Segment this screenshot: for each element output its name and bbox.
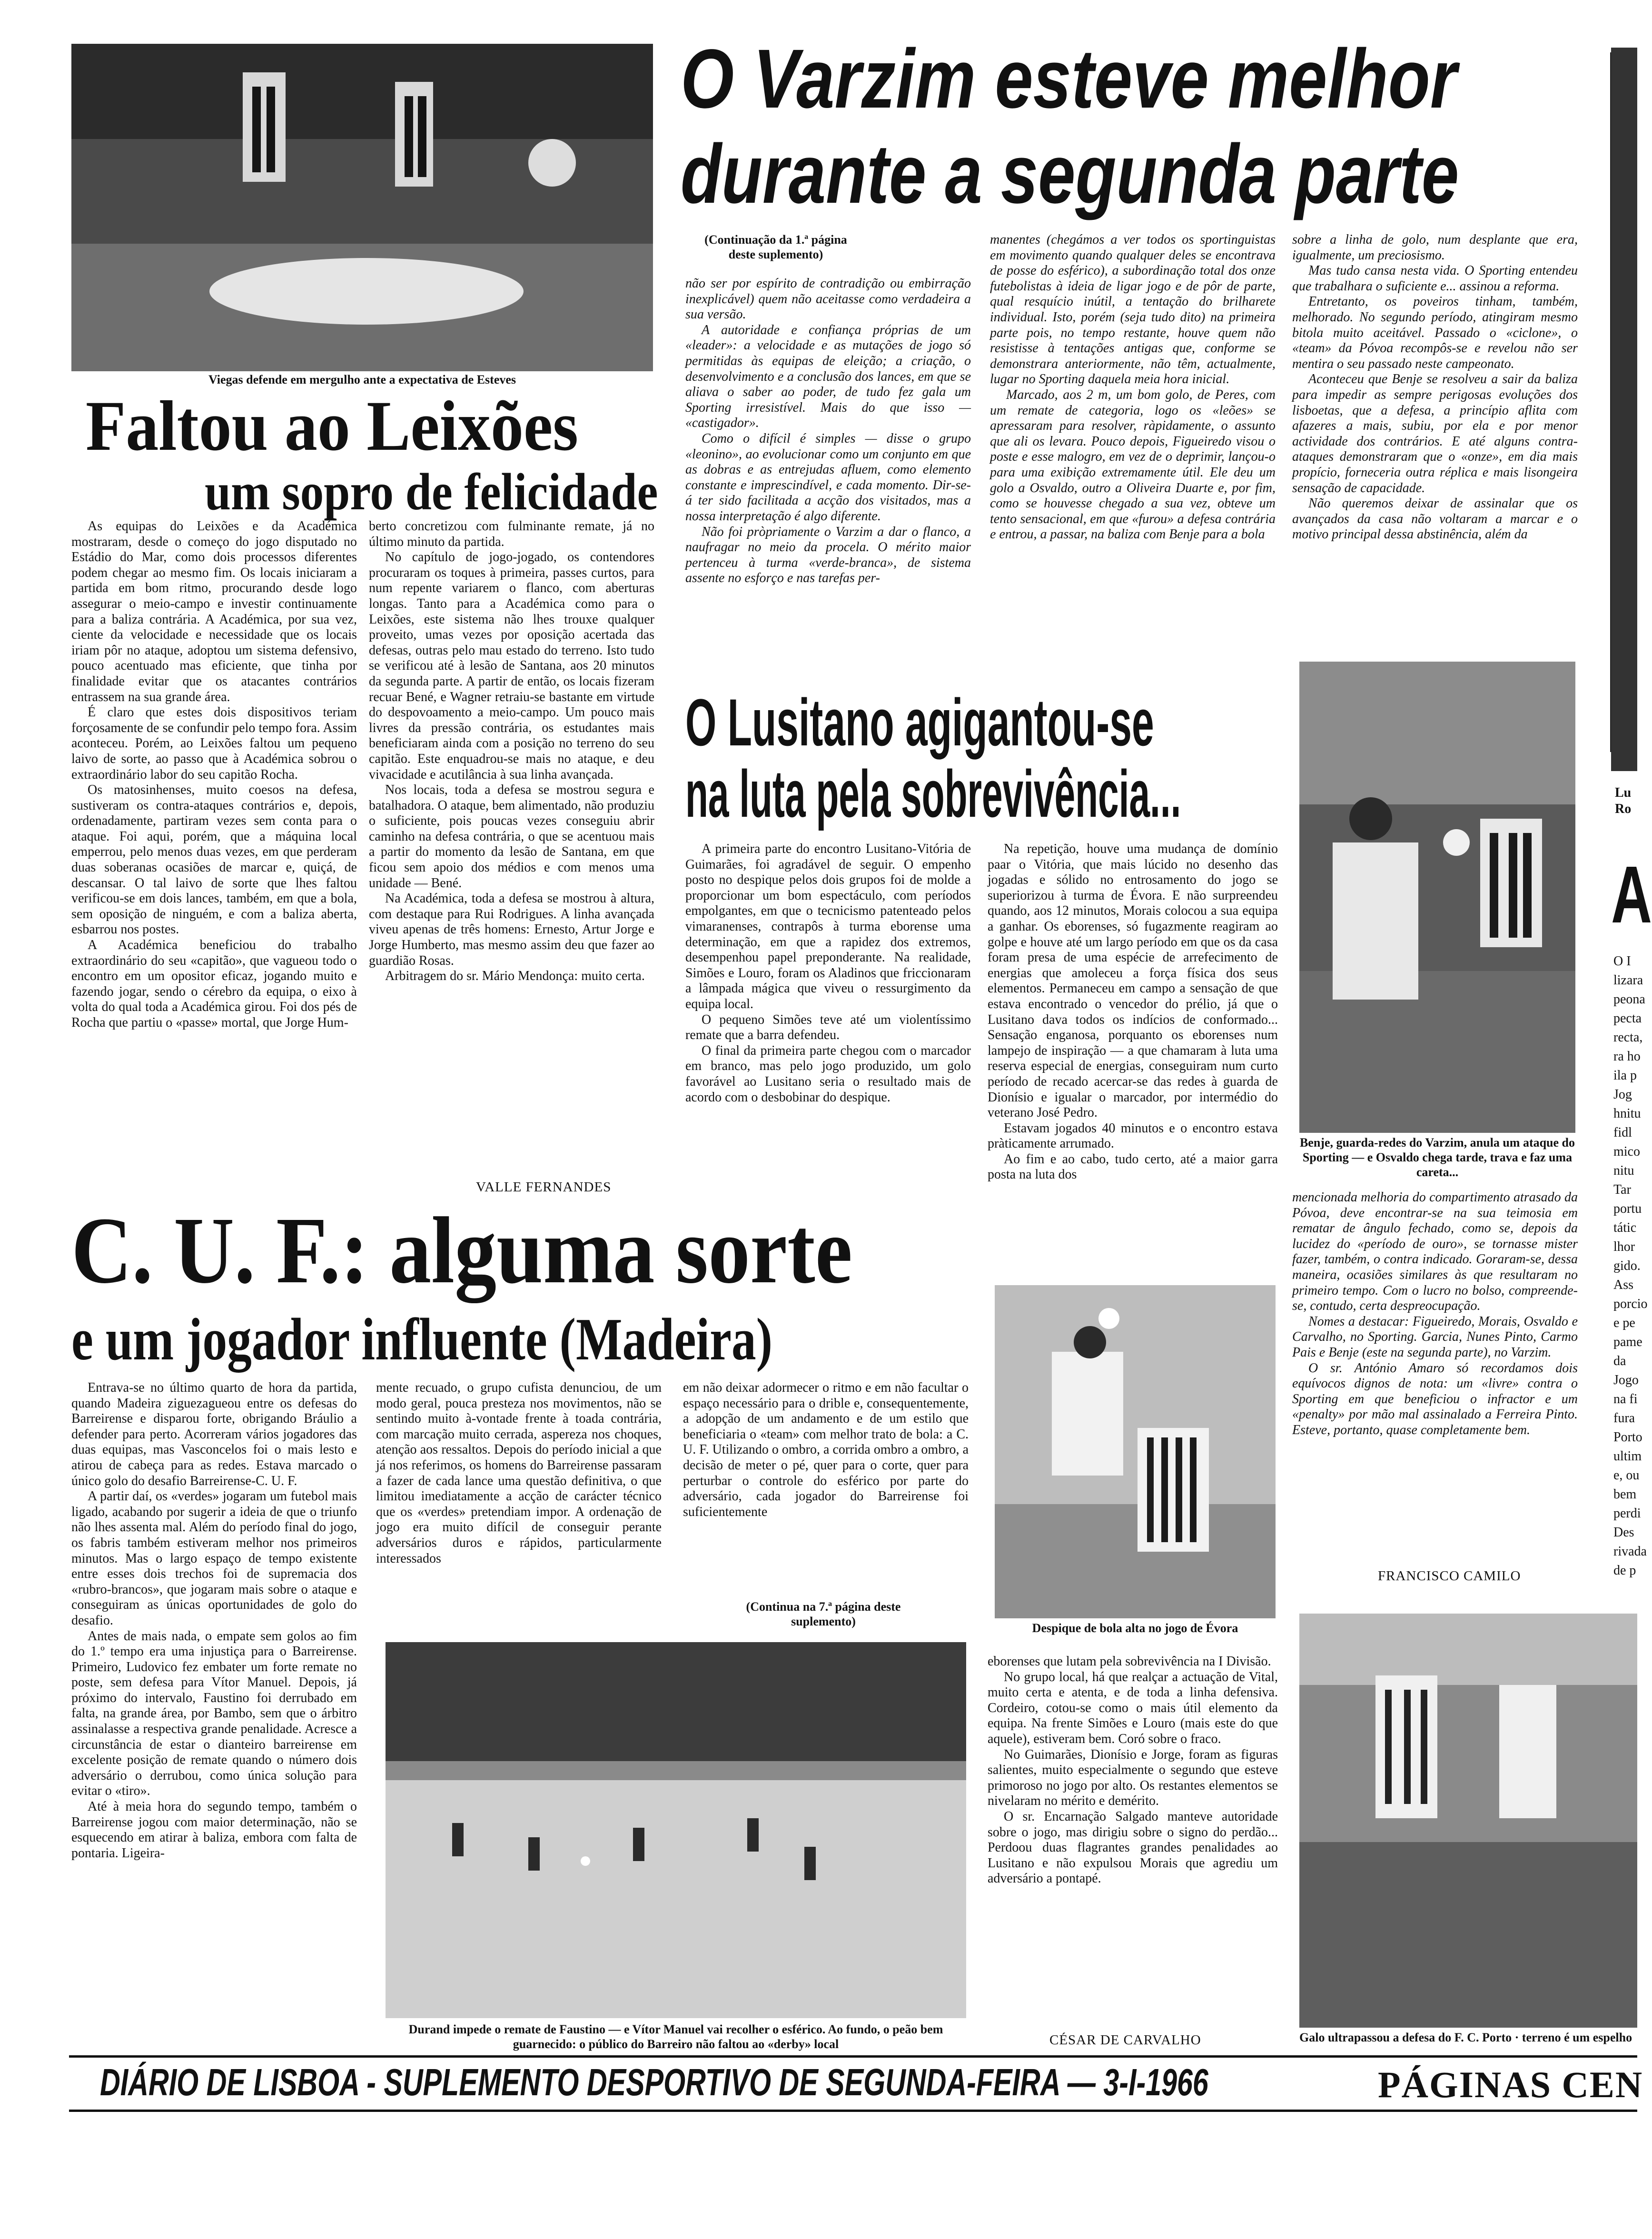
- cuf-column-2: [376, 1380, 662, 1618]
- paragraph: Não queremos deixar de assinalar que os avançados da casa não voltaram a marcar e o motivo principal dessa abstinência, além da: [1292, 496, 1578, 542]
- footer-pages: PÁGINAS CEN: [1378, 2064, 1643, 2105]
- lusitano-column-2: [988, 842, 1278, 1279]
- photo-evora-match: [995, 1285, 1276, 1618]
- edge-line: pecta: [1613, 1011, 1642, 1026]
- edge-line: Jog: [1613, 1087, 1632, 1102]
- edge-line: ra ho: [1613, 1049, 1641, 1064]
- signature-cesar-de-carvalho: CÉSAR DE CARVALHO: [1049, 2032, 1201, 2048]
- edge-line: ila p: [1613, 1068, 1637, 1083]
- varzim-column-3: [1292, 232, 1578, 656]
- photo-durand-faustino: [386, 1642, 966, 2018]
- edge-column-lines: [1613, 952, 1648, 1580]
- signature-valle-fernandes: VALLE FERNANDES: [476, 1179, 612, 1195]
- photo-caption: Durand impede o remate de Faustino — e Vítor Manuel vai recolher o esférico. Ao fundo, o peão bem guarnecido: o público do Barreiro não faltou ao «derby» local: [408, 2022, 943, 2051]
- edge-line: fura: [1613, 1411, 1635, 1426]
- paragraph: Não foi pròpriamente o Varzim a dar o flanco, a naufragar no meio da procela. O mérito maior pertenceu à turma «verde-branca», de sistema assente no esforço e nas tarefas per-: [685, 524, 971, 586]
- edge-line: e pe: [1613, 1316, 1635, 1330]
- footer-rule-top: [69, 2055, 1637, 2058]
- paragraph: Arbitragem do sr. Mário Mendonça: muito certa.: [385, 969, 645, 984]
- edge-line: Des: [1613, 1525, 1634, 1540]
- paragraph: Entretanto, os poveiros tinham, também, melhorado. No segundo período, atingiram mesmo bitola muito aceitável. Passado o «ciclone», o «team» da Póvoa recompôs-se e revelou não ser mentira o seu passado neste campeonato.: [1292, 294, 1578, 371]
- lusitano-column-2b: [988, 1654, 1278, 2030]
- paragraph: As equipas do Leixões e da Académica mostraram, desde o começo do jogo disputado no Estádio do Mar, como dois processos diferentes podem chegar ao mesmo fim. Os locais iniciaram a partida em bom ritmo, procurando desde logo assegurar o meio-campo e investir continuamente para a baliza contrária. A Académica, por sua vez, ciente da velocidade e necessidade que os locais iriam pôr no ataque, adoptou um sistema defensivo, pouco acentuado mas eficiente, que tinha por finalidade evitar que os atacantes contrários entrassem na sua grande área.: [71, 519, 357, 704]
- photo-caption: Despique de bola alta no jogo de Évora: [1032, 1621, 1238, 1635]
- leixoes-column-1: [71, 519, 357, 1171]
- edge-photo-fragment: [1611, 48, 1637, 771]
- edge-line: perdi: [1613, 1506, 1641, 1521]
- subheadline-lusitano: na luta pela sobrevivência...: [685, 756, 1181, 831]
- paragraph: O pequeno Simões teve até um violentíssimo remate que a barra defendeu.: [685, 1012, 971, 1043]
- photo-caption: Benje, guarda-redes do Varzim, anula um ataque do Sporting — e Osvaldo chega tarde, trava e faz uma careta...: [1299, 1136, 1575, 1179]
- photo-benje: [1299, 662, 1575, 1133]
- subheadline-cuf: e um jogador influente (Madeira): [71, 1307, 773, 1373]
- paragraph: Aconteceu que Benje se resolveu a sair da baliza para impedir as sempre perigosas evoluções dos lisboetas, que a defesa, a princípio aflita com afazeres a mais, subiu, por ela e por menor actividade dos contrários. E até alguns contra-ataques demonstraram que o «onze», em dia mais propício, forneceria outra réplica e mais lisongeira sensação de capacidade.: [1292, 372, 1578, 495]
- cuf-column-1: [71, 1380, 357, 2037]
- varzim-column-1: [685, 276, 971, 685]
- edge-line: porcio: [1613, 1297, 1648, 1311]
- paragraph: sobre a linha de golo, num desplante que era, igualmente, um preciosismo.: [1292, 232, 1578, 263]
- paragraph: Até à meia hora do segundo tempo, também o Barreirense jogou com maior determinação, não se esquecendo em atirar à baliza, embora com falta de pontaria. Ligeira-: [71, 1799, 357, 1861]
- edge-line: da: [1613, 1354, 1626, 1368]
- photo-viegas-esteves: [71, 44, 653, 371]
- subheadline-leixoes: um sopro de felicidade: [205, 463, 658, 521]
- paragraph: O final da primeira parte chegou com o marcador em branco, mas pelo jogo produzido, um golo favorável ao Lusitano seria o resultado mais de acordo com o desbobinar do despique.: [685, 1043, 971, 1105]
- varzim-column-3b: [1292, 1190, 1578, 1571]
- paragraph: No grupo local, há que realçar a actuação de Vital, muito certa e atenta, e de toda a linha defensiva. Cordeiro, cotou-se como o mais útil elemento da equipa. Na frente Simões e Louro (mais este do que aquele), estiveram bem. Coró sobre o fraco.: [988, 1669, 1278, 1746]
- paragraph: manentes (chegámos a ver todos os sportinguistas em movimento quando qualquer deles se encontrava de posse do esférico), a subordinação total dos onze futebolistas à ideia de ligar jogo e de pôr de parte, qual resquício inútil, a tentação do brilharete individual. Isto, porém (seja tudo dito) na primeira parte pois, no tempo restante, houve quem não resistisse à tentações antigas que, conforme se demonstrara anteriormente, não têm, actualmente, lugar no Sporting daquela meia hora inicial.: [990, 232, 1276, 387]
- varzim-column-2: [990, 232, 1276, 684]
- edge-line: e, ou: [1613, 1468, 1640, 1483]
- footer-rule-bottom: [69, 2110, 1637, 2112]
- edge-line: rivada: [1613, 1544, 1647, 1559]
- paragraph: No Guimarães, Dionísio e Jorge, foram as figuras salientes, muito especialmente o segundo que esteve primoroso no jogo por alto. Os restantes elementos se nivelaram no mérito e demérito.: [988, 1747, 1278, 1809]
- subheadline-varzim: durante a segunda parte: [681, 128, 1459, 221]
- lusitano-column-1: [685, 842, 971, 1237]
- edge-line: hnitu: [1613, 1106, 1641, 1121]
- paragraph: É claro que estes dois dispositivos teriam forçosamente de se confundir pelo tempo fora. Assim aconteceu. Porém, ao Leixões faltou um pequeno laivo de sorte, ao passo que à Académica sobrou o extraordinário labor do seu capitão Rocha.: [71, 705, 357, 782]
- edge-line: Ass: [1613, 1278, 1634, 1292]
- paragraph: Na repetição, houve uma mudança de domínio paar o Vitória, que mais lúcido no desenho das jogadas e sólido no entrosamento do jogo se superiorizou à turma de Évora. E não surpreendeu quando, aos 12 minutos, Morais colocou a sua equipa a ganhar. Os eborenses, só fugazmente reagiram ao golpe e houve até um largo período em que os da casa foram presa de uma espécie de arrefecimento de energias que amoleceu a força física dos seus elementos. Permaneceu em campo a sensação de que estava encontrado o vencedor do prélio, já que o Lusitano dava todos os indícios de conformado... Sensação enganosa, porquanto os eborenses num lampejo de inspiração — a que chamaram à luta uma reserva especial de energias, conseguiram num curto período de recado acercar-se das redes à guarda de Dionísio e igualar o marcador, por intermédio do veterano José Pedro.: [988, 842, 1278, 1120]
- paragraph: mente recuado, o grupo cufista denunciou, de um modo geral, pouca presteza nos movimentos, não se sentindo muito à-vontade frente à toada contrária, com marcação muito cerrada, aspereza nos choques, atenção aos ressaltos. Depois do período inicial a que já nos referimos, os homens do Barreirense passaram a fazer de cada lance uma questão definitiva, o que limitou imediatamente a acção de carácter técnico que os «verdes» pretendiam impor. A ordenação de jogo era muito difícil de conseguir perante adversários duros e rápidos, particularmente interessados: [376, 1380, 662, 1566]
- continuation-note: (Continuação da 1.ª página deste suplemento): [704, 233, 847, 261]
- paragraph: A autoridade e confiança próprias de um «leader»: a velocidade e as mutações de jogo só permitidas às equipas de eleição; a criação, o desenvolvimento e a conclusão dos lances, em que se aliava o saber ao poder, de tudo fez gala um Sporting irresistível. Mais do que isso — «castigador».: [685, 322, 971, 431]
- paragraph: Ao fim e ao cabo, tudo certo, até a maior garra posta na luta dos: [988, 1151, 1278, 1182]
- edge-photo-galo: [1299, 1614, 1637, 2028]
- signature-francisco-camilo: FRANCISCO CAMILO: [1378, 1568, 1521, 1584]
- paragraph: eborenses que lutam pela sobrevivência na I Divisão.: [988, 1654, 1271, 1669]
- edge-line: na fi: [1613, 1392, 1638, 1407]
- edge-line: fidl: [1613, 1125, 1632, 1140]
- edge-text-fragment: Lu: [1615, 785, 1632, 800]
- paragraph: O sr. Encarnação Salgado manteve autoridade sobre o jogo, mas dirigiu sobre o signo do perdão... Perdoou duas flagrantes grandes penalidades ao Lusitano e não expulsou Morais que agrediu um adversário a pontapé.: [988, 1809, 1278, 1886]
- paragraph: A partir daí, os «verdes» jogaram um futebol mais ligado, acabando por sugerir a ideia de que o triunfo não lhes assenta mal. Além do período final do jogo, os fabris também estiveram melhor nos primeiros minutos. Mas o largo espaço de tempo existente entre esses dois trechos foi de supremacia dos «rubro-brancos», que jogaram mais sobre o ataque e conseguiram as únicas oportunidades de golo do desafio.: [71, 1489, 357, 1628]
- edge-line: recta,: [1613, 1030, 1643, 1045]
- edge-line: nitu: [1613, 1163, 1634, 1178]
- paragraph: Na Académica, toda a defesa se mostrou à altura, com destaque para Rui Rodrigues. A linha avançada viveu apenas de três homens: Ernesto, Artur Jorge e Jorge Humberto, mas mesmo assim deu que fazer ao guardião Rosas.: [369, 891, 654, 968]
- edge-line: Jogo: [1613, 1373, 1639, 1387]
- paragraph: O sr. António Amaro só recordamos dois equívocos dignos de nota: um «livre» contra o Sporting em que beneficiou o infractor e um «penalty» por mão mal assinalado a Ferreira Pinto. Esteve, portanto, quase completamente bem.: [1292, 1360, 1578, 1437]
- headline-varzim: O Varzim esteve melhor: [681, 32, 1457, 126]
- paragraph: Os matosinhenses, muito coesos na defesa, sustiveram os contra-ataques contrários e, depois, ordenadamente, partiram vezes sem conta para o ataque. Foi aqui, porém, que a máquina local emperrou, pelo menos duas vezes, em que perderam duas soberanas ocasiões de marcar e, quiçá, de descansar. O tal laivo de sorte que lhes faltou verificou-se em dois lances, também, em que a bola, sem oposição de ninguém, e com a baliza aberta, esbarrou nos postes.: [71, 783, 357, 937]
- paragraph: Entrava-se no último quarto de hora da partida, quando Madeira ziguezagueou entre os defesas do Barreirense e disparou forte, obrigando Bráulio a defender para perto. Acorreram vários jogadores das duas equipas, mas Vasconcelos foi o mais lesto e atirou de cabeça para as redes. Estava marcado o único golo do desafio Barreirense-C. U. F.: [71, 1380, 357, 1488]
- paragraph: em não deixar adormecer o ritmo e em não facultar o espaço necessário para o drible e, consequentemente, a adopção de um andamento e de um estilo que beneficiaria o «team» com melhor trato de bola: a C. U. F. Utilizando o ombro, a corrida ombro a ombro, a decisão de meter o pé, quer para o corte, quer para perturbar o controle do esférico por parte do adversário, cada jogador do Barreirense foi suficientemente: [683, 1380, 969, 1519]
- paragraph: mencionada melhoria do compartimento atrasado da Póvoa, deve encontrar-se na sua teimosia em rematar de ângulo fechado, como se, depois da lucidez do «período de ouro», se tornasse mister fazer, também, o contra indicado. Goraram-se, dessa maneira, ocasiões similares às que resultaram no primeiro tempo. Com o lucro no bolso, compreende-se, contudo, certa despreocupação.: [1292, 1190, 1578, 1314]
- paragraph: berto concretizou com fulminante remate, já no último minuto da partida.: [369, 519, 654, 549]
- paragraph: Nos locais, toda a defesa se mostrou segura e batalhadora. O ataque, bem alimentado, não produziu o suficiente, pois poucas vezes conseguiu abrir caminho na defesa contrária, o que se acentuou mais a partir do momento da lesão de Santana, em que ficou sem apoio dos médios e com menos uma unidade — Bené.: [369, 783, 654, 891]
- cuf-column-3: [683, 1380, 969, 1575]
- continuation-note: (Continua na 7.ª página deste suplemento): [746, 1600, 901, 1628]
- edge-line: Porto: [1613, 1430, 1642, 1445]
- edge-line: ultim: [1613, 1449, 1642, 1464]
- headline-lusitano: O Lusitano agigantou-se: [685, 685, 1154, 760]
- photo-caption: Viegas defende em mergulho ante a expectativa de Esteves: [208, 373, 516, 386]
- paragraph: Nomes a destacar: Figueiredo, Morais, Osvaldo e Carvalho, no Sporting. Garcia, Nunes Pinto, Carmo Pais e Benje (este na segunda parte), no Varzim.: [1292, 1314, 1578, 1360]
- edge-line: de p: [1613, 1563, 1636, 1578]
- edge-line: pame: [1613, 1335, 1642, 1349]
- edge-line: bem: [1613, 1487, 1637, 1502]
- edge-line: Tar: [1613, 1182, 1631, 1197]
- paragraph: Como o difícil é simples — disse o grupo «leonino», ao evolucionar como um conjunto em que as dobras e as entrejudas afluem, como elemento constante e imprescindível, e cada momento. Dir-se-á ter sido facilitada a acção dos visitados, mas a nossa interpretação é algo diferente.: [685, 431, 971, 524]
- edge-big-letter: A: [1611, 850, 1652, 940]
- paragraph: Marcado, aos 2 m, um bom golo, de Peres, com um remate de categoria, logo os «leões» se apressaram para resolver, ràpidamente, o assunto que ali os levara. Pouco depois, Figueiredo visou o poste e esse malogro, em vez de o deprimir, lançou-o para uma exibição extremamente útil. Ele deu um golo a Osvaldo, outro a Oliveira Duarte e, por fim, como se houvesse chegado a sua vez, obteve um tento sensacional, em que «furou» a defesa contrária e entrou, a passar, na baliza com Benje para a bola: [990, 387, 1276, 542]
- leixoes-column-2: [369, 519, 654, 1166]
- paragraph: Mas tudo cansa nesta vida. O Sporting entendeu que trabalhara o suficiente e... assinou a reforma.: [1292, 263, 1578, 294]
- edge-line: lizara: [1613, 973, 1643, 988]
- paragraph: Antes de mais nada, o empate sem golos ao fim do 1.º tempo era uma injustiça para o Barreirense. Primeiro, Ludovico fez embater um forte remate no poste, sem defesa para Vítor Manuel. Depois, já próximo do intervalo, Faustino foi derrubado em falta, na grande área, por Bambo, sem que o árbitro assinalasse a respectiva grande penalidade. Acresce a circunstância de estar o dianteiro barreirense em excelente posição de remate quando o número dois adversário o derrubou, como única solução para evitar o «tiro».: [71, 1628, 357, 1799]
- edge-line: tátic: [1613, 1220, 1637, 1235]
- edge-line: portu: [1613, 1201, 1642, 1216]
- edge-line: O I: [1613, 954, 1631, 969]
- edge-line: lhor: [1613, 1239, 1635, 1254]
- paragraph: No capítulo de jogo-jogado, os contendores procuraram os toques à primeira, passes curtos, para num repente variarem o flanco, com aberturas longas. Tanto para a Académica como para o Leixões, este sistema não lhes trouxe qualquer proveito, umas vezes por oposição acertada das defesas, outras pelo mau estado do terreno. Isto tudo se verificou até à lesão de Santana, aos 20 minutos da segunda parte. A partir de então, os locais fizeram recuar Bené, e Wagner retraiu-se bastante em virtude do despovoamento a meio-campo. Um pouco mais livres da pressão contrária, os estudantes mais beneficiaram ainda com a posição no terreno do seu capitão. Este enquadrou-se mais no ataque, e deu vivacidade e acutilância à sua linha avançada.: [369, 550, 654, 782]
- headline-cuf: C. U. F.: alguma sorte: [71, 1198, 852, 1303]
- footer-title: DIÁRIO DE LISBOA - SUPLEMENTO DESPORTIVO DE SEGUNDA-FEIRA — 3-I-1966: [100, 2061, 1208, 2103]
- headline-leixoes: Faltou ao Leixões: [86, 386, 578, 466]
- edge-line: gido.: [1613, 1258, 1641, 1273]
- paragraph: Estavam jogados 40 minutos e o encontro estava pràticamente arrumado.: [988, 1120, 1278, 1151]
- paragraph: A primeira parte do encontro Lusitano-Vitória de Guimarães, foi agradável de seguir. O empenho posto no despique pelos dois grupos foi de molde a proporcionar um bom espectáculo, com períodos empolgantes, em que o tecnicismo patenteado pelos vimaranenses, contrapôs à turma eborense uma determinação, em que a rapidez dos extremos, desempenhou papel preponderante. Na realidade, Simões e Louro, foram os Aladinos que friccionaram a lâmpada mágica que viveu o ressurgimento da equipa local.: [685, 842, 971, 1011]
- edge-line: peona: [1613, 992, 1645, 1007]
- edge-text-fragment: Ro: [1615, 802, 1632, 816]
- paragraph: não ser por espírito de contradição ou embirração inexplicável) quem não aceitasse como verdadeira a sua versão.: [685, 276, 971, 322]
- paragraph: A Académica beneficiou do trabalho extraordinário do seu «capitão», que vagueou todo o encontro em um opositor eficaz, jogando muito e fazendo jogar, sendo o cérebro da equipa, o eixo à volta do qual toda a Académica girou. Foi dos pés de Rocha que partiu o «passe» mortal, que Jorge Hum-: [71, 938, 357, 1030]
- photo-caption: Galo ultrapassou a defesa do F. C. Porto · terreno é um espelho: [1299, 2031, 1632, 2044]
- edge-line: mico: [1613, 1144, 1640, 1159]
